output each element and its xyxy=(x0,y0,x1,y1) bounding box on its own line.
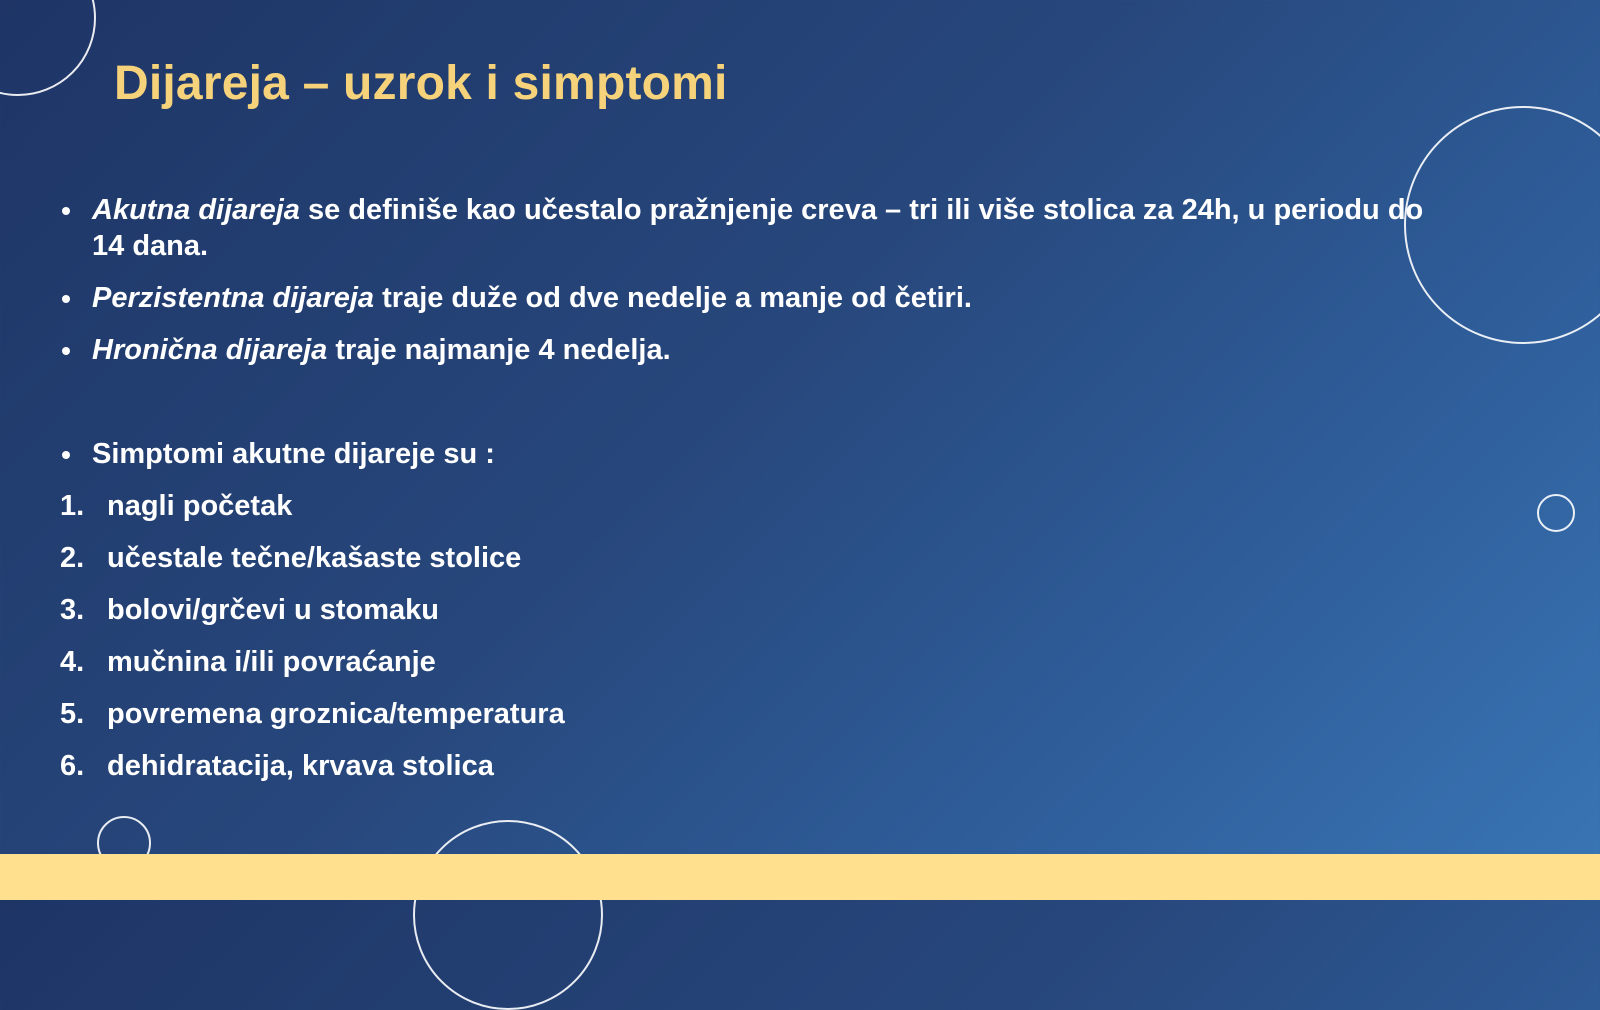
term-chronic: Hronična dijareja xyxy=(92,334,328,366)
symptom-text: mučnina i/ili povraćanje xyxy=(107,646,436,678)
symptom-item xyxy=(60,592,1460,628)
symptom-item xyxy=(60,644,1460,680)
symptom-text: bolovi/grčevi u stomaku xyxy=(107,594,439,626)
decorative-circle-right-small xyxy=(1537,494,1575,532)
symptom-item xyxy=(60,488,1460,524)
symptom-item xyxy=(60,696,1460,732)
symptom-text: povremena groznica/temperatura xyxy=(107,698,565,730)
section-spacer xyxy=(60,384,1460,436)
symptom-number: 5. xyxy=(60,698,85,730)
term-persistent: Perzistentna dijareja xyxy=(92,282,375,314)
symptom-text: dehidratacija, krvava stolica xyxy=(107,750,494,782)
symptom-item xyxy=(60,748,1460,784)
symptom-number: 2. xyxy=(60,542,85,574)
definition-persistent-text: traje duže od dve nedelje a manje od četiri. xyxy=(374,282,972,314)
term-acute: Akutna dijareja xyxy=(92,194,300,226)
definition-acute xyxy=(60,192,1460,264)
definition-chronic-text: traje najmanje 4 nedelja. xyxy=(327,334,671,366)
definition-acute-text: se definiše kao učestalo pražnjenje creva – tri ili više stolica za 24h, u periodu do 14 dana. xyxy=(92,194,1424,262)
slide-content xyxy=(60,192,1460,800)
symptom-text: nagli početak xyxy=(107,490,293,522)
footer-bar xyxy=(0,854,1600,900)
definition-persistent xyxy=(60,280,1460,316)
symptom-number: 4. xyxy=(60,646,85,678)
symptom-number: 1. xyxy=(60,490,85,522)
definition-chronic xyxy=(60,332,1460,368)
symptoms-heading: Simptomi akutne dijareje su : xyxy=(60,436,1460,472)
slide-title: Dijareja – uzrok i simptomi xyxy=(114,57,728,110)
symptom-number: 6. xyxy=(60,750,85,782)
decorative-circle-bottom-center xyxy=(413,820,603,1010)
symptom-item xyxy=(60,540,1460,576)
symptom-number: 3. xyxy=(60,594,85,626)
decorative-circle-top-left xyxy=(0,0,96,96)
symptom-text: učestale tečne/kašaste stolice xyxy=(107,542,522,574)
